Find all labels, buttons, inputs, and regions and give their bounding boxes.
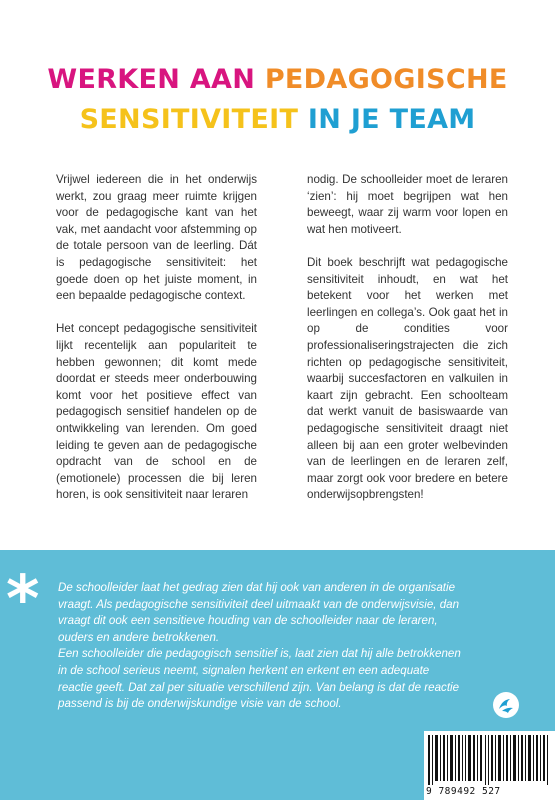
title-word-in-je-team: IN JE TEAM (307, 104, 476, 135)
body-text (56, 172, 508, 520)
asterisk-icon: * (6, 563, 40, 637)
title-line-2 (0, 100, 555, 140)
body-column-left (56, 172, 257, 520)
paragraph: nodig. De schoolleider moet de leraren ‘zien’: hij moet begrijpen wat hen beweegt, waar zij warm voor lopen en wat hen motiveert. (307, 173, 508, 236)
cover-title (0, 60, 555, 140)
title-line-1 (0, 60, 555, 100)
paragraph: Dit boek beschrijft wat pedagogische sensitiviteit inhoudt, en wat het betekent voor het werken met leerlingen en collega’s. Ook gaat het in op de condities voor professionaliseringstrajecten die zich richten op pedagogische sensitiviteit, waarbij succesfactoren en valkuilen in kaart zijn gebracht. Een schoolteam dat werkt vanuit de basiswaarde van pedagogische sensitiviteit draagt niet alleen bij aan een groter welbevinden van de leerlingen en de leraren zelf, maar zorgt ook voor bredere en betere onderwijsopbrengsten! (307, 255, 508, 502)
title-word-sensitiviteit: SENSITIVITEIT (79, 104, 308, 135)
title-word-pedagogische: PEDAGOGISCHE (264, 64, 508, 95)
barcode-bars-icon (428, 735, 551, 785)
body-column-right (307, 172, 508, 520)
quote-paragraph: Een schoolleider die pedagogisch sensitief is, laat zien dat hij alle betrokkenen in de school serieus neemt, signalen herkent en erkent en een adequate reactie geeft. Dat zal per situatie verschillend zijn. Van belang is dat de reactie passend is bij de onderwijskundige visie van de school. (58, 647, 461, 711)
barcode (424, 731, 555, 800)
isbn-digits: 9 789492 527 (426, 786, 501, 797)
quote-text (58, 580, 463, 713)
quote-paragraph: De schoolleider laat het gedrag zien dat hij ook van anderen in de organisatie vraagt. Als pedagogische sensitiviteit deel uitmaakt van de onderwijsvisie, dan vraagt dit ook een sensitieve houding van de schoolleider naar de leraren, ouders en andere betrokkenen. (58, 581, 460, 644)
paragraph: Het concept pedagogische sensitiviteit lijkt recentelijk aan populariteit te hebben gewonnen; dit komt mede doordat er steeds meer onderbouwing komt voor het positieve effect van pedagogisch sensitief handelen op de ontwikkeling van lerenden. Om goed leiding te geven aan de pedagogische opdracht van de school en de (emotionele) processen die bij leren horen, is ook sensitiviteit naar leraren (56, 322, 257, 502)
paragraph: Vrijwel iedereen die in het onderwijs werkt, zou graag meer ruimte krijgen voor de pedagogische kant van het vak, met aandacht voor afstemming op de totale persoon van de leerling. Dát is pedagogische sensitiviteit: het goede doen op het juiste moment, in een bepaalde pedagogische context. (56, 173, 257, 303)
title-word-werken-aan: WERKEN AAN (47, 64, 265, 95)
publisher-logo-icon (493, 692, 519, 718)
